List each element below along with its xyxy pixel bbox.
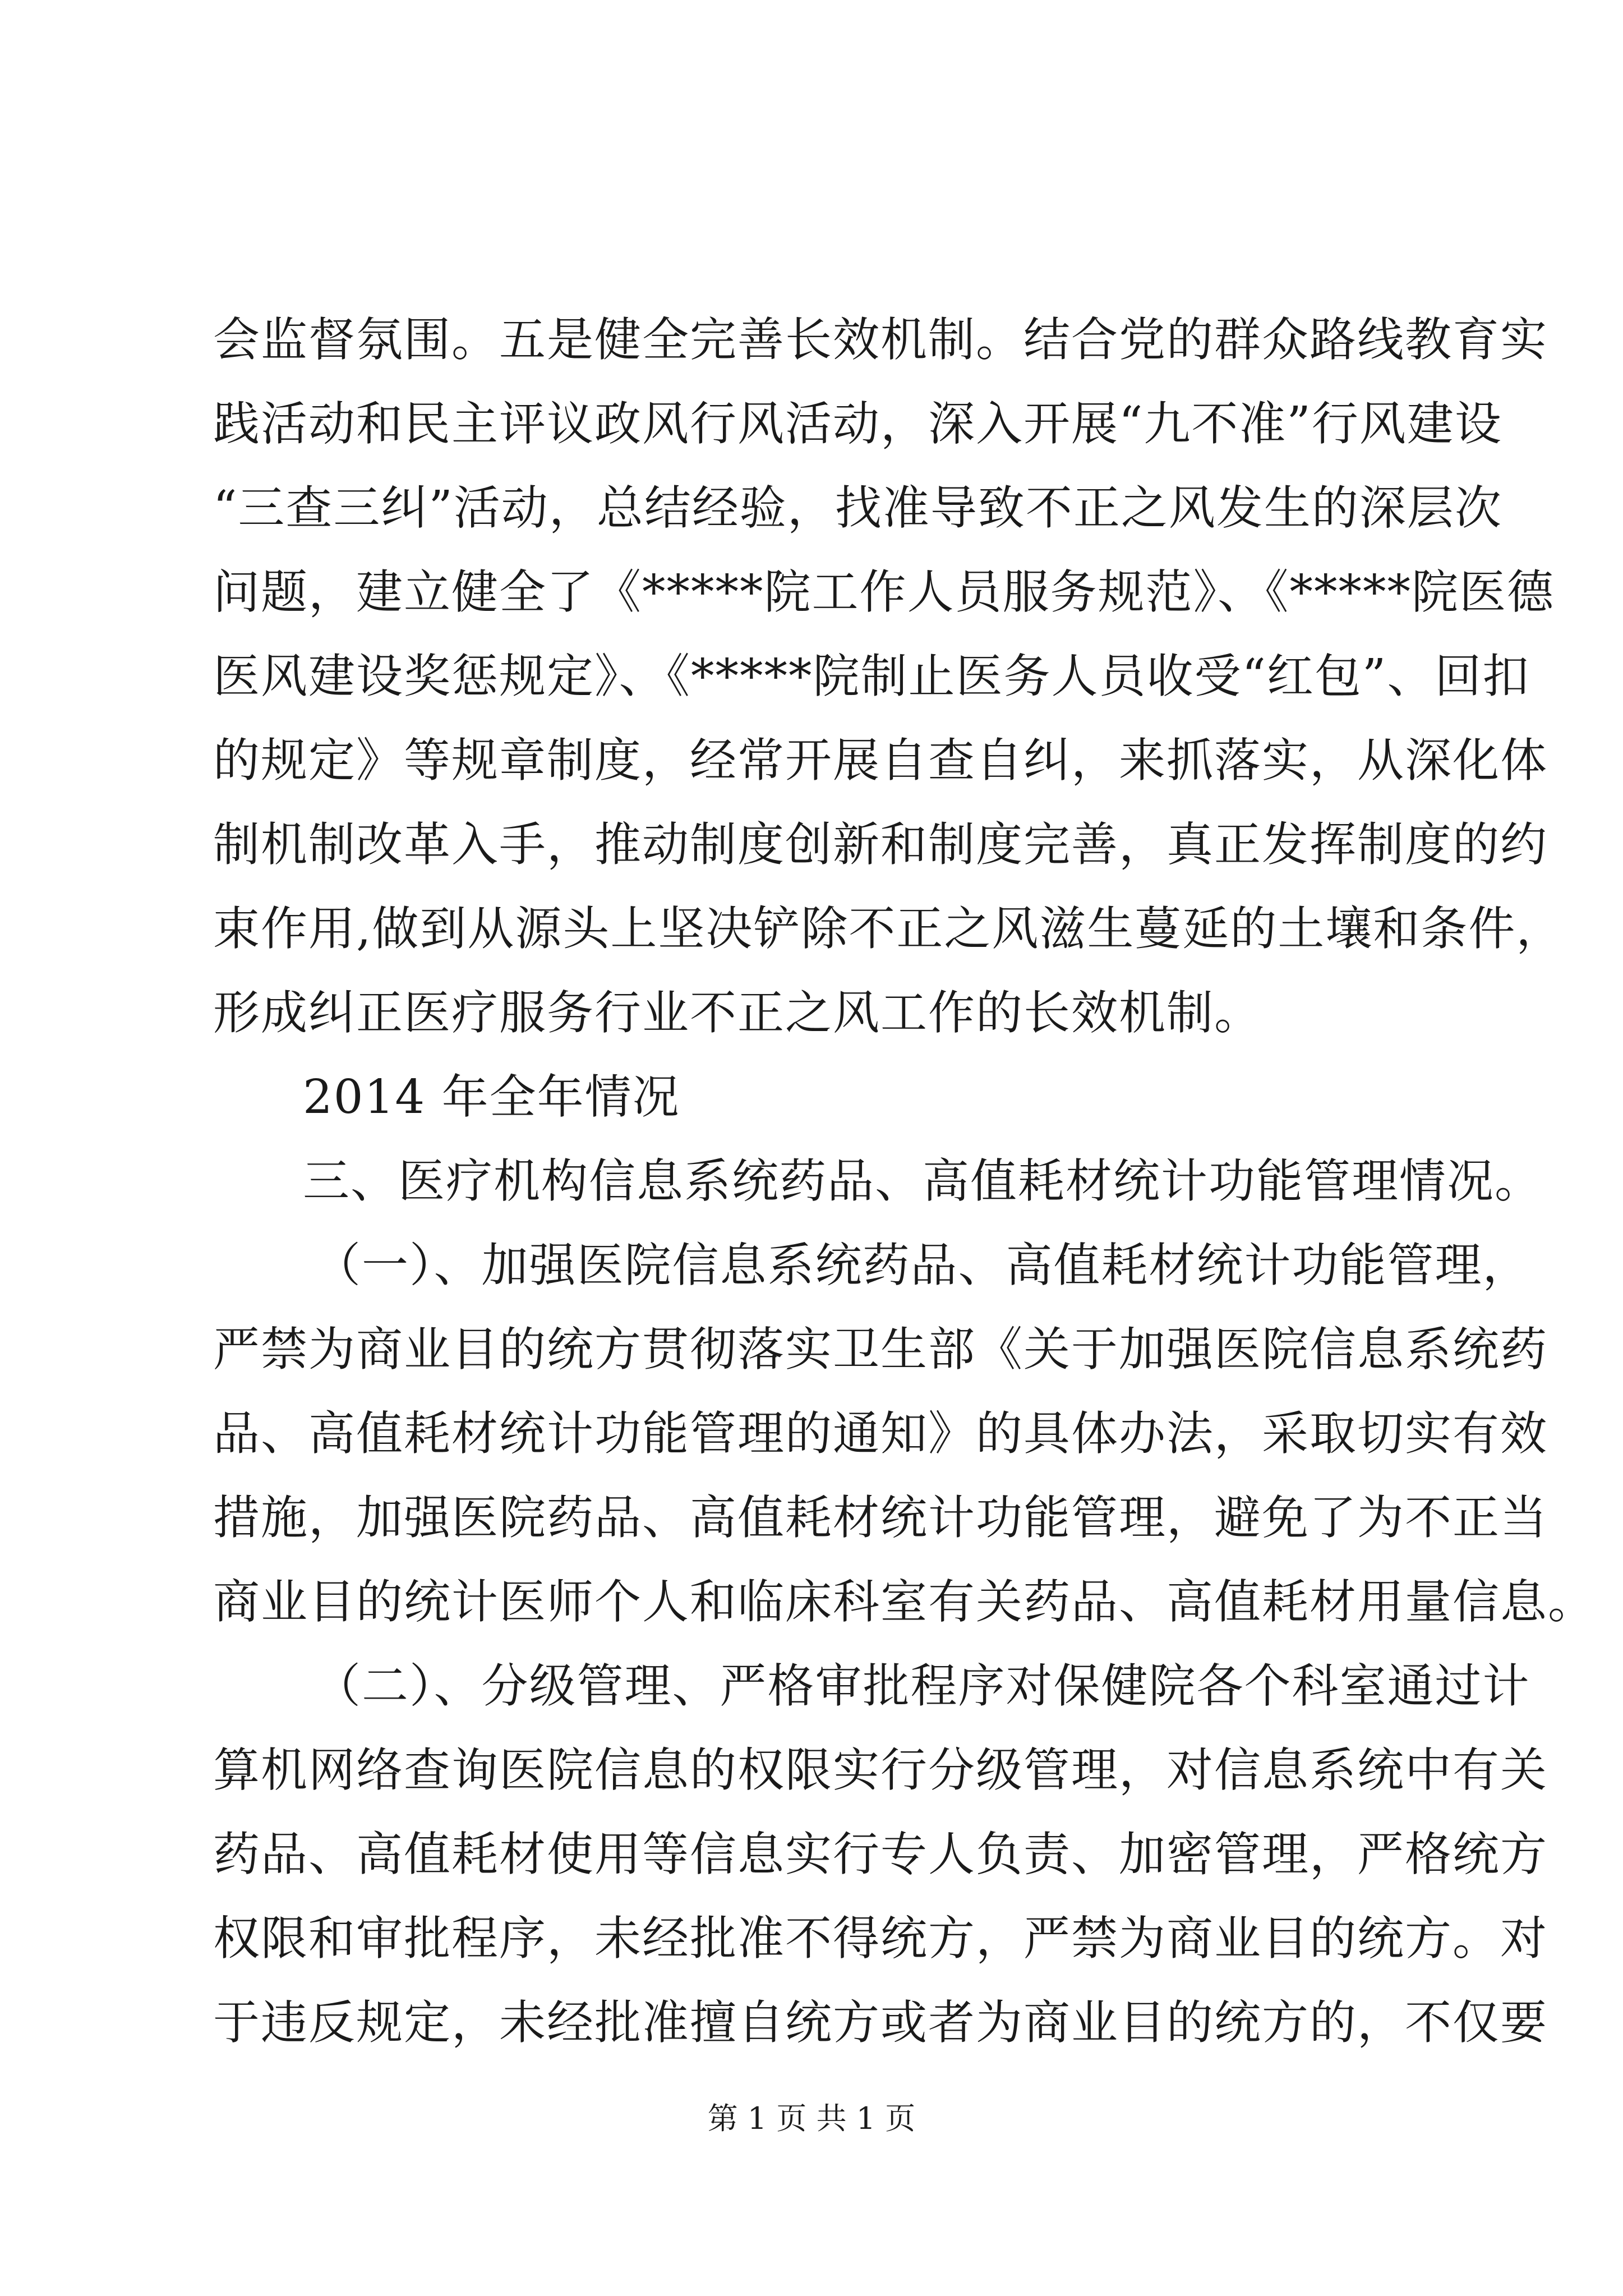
body-line-21: 于违反规定，未经批准擅自统方或者为商业目的统方的，不仅要 <box>213 1995 1548 2050</box>
section-heading-2014: 2014 年全年情况 <box>303 1070 680 1124</box>
body-line-20: 权限和审批程序，未经批准不得统方，严禁为商业目的统方。对 <box>213 1911 1548 1966</box>
body-line-4: 问题，建立健全了《*****院工作人员服务规范》、《*****院医德 <box>213 565 1555 619</box>
subsection-heading-one: （一）、加强医院信息系统药品、高值耗材统计功能管理， <box>314 1238 1530 1292</box>
subsection-heading-two: （二）、分级管理、严格审批程序对保健院各个科室通过计 <box>314 1659 1530 1713</box>
body-line-15: 措施，加强医院药品、高值耗材统计功能管理，避免了为不正当 <box>213 1490 1548 1545</box>
body-line-8: 束作用,做到从源头上坚决铲除不正之风滋生蔓延的土壤和条件， <box>213 901 1564 956</box>
body-line-18: 算机网络查询医院信息的权限实行分级管理，对信息系统中有关 <box>213 1743 1548 1797</box>
body-line-19: 药品、高值耗材使用等信息实行专人负责、加密管理，严格统方 <box>213 1827 1548 1881</box>
body-line-9: 形成纠正医疗服务行业不正之风工作的长效机制。 <box>213 986 1262 1040</box>
body-line-1: 会监督氛围。五是健全完善长效机制。结合党的群众路线教育实 <box>213 312 1548 367</box>
body-line-2: 践活动和民主评议政风行风活动，深入开展“九不准”行风建设 <box>213 397 1502 451</box>
body-line-16: 商业目的统计医师个人和临床科室有关药品、高值耗材用量信息。 <box>213 1575 1596 1629</box>
body-line-3: “三查三纠”活动，总结经验，找准导致不正之风发生的深层次 <box>213 481 1502 535</box>
body-line-14: 品、高值耗材统计功能管理的通知》的具体办法，采取切实有效 <box>213 1406 1548 1461</box>
body-line-5: 医风建设奖惩规定》、《*****院制止医务人员收受“红包”、回扣 <box>213 649 1530 703</box>
body-line-6: 的规定》等规章制度，经常开展自查自纠，来抓落实，从深化体 <box>213 733 1548 788</box>
section-heading-three: 三、医疗机构信息系统药品、高值耗材统计功能管理情况。 <box>303 1154 1542 1208</box>
body-line-7: 制机制改革入手，推动制度创新和制度完善，真正发挥制度的约 <box>213 817 1548 872</box>
body-line-13: 严禁为商业目的统方贯彻落实卫生部《关于加强医院信息系统药 <box>213 1322 1548 1377</box>
page-footer: 第 1 页 共 1 页 <box>707 2101 916 2136</box>
